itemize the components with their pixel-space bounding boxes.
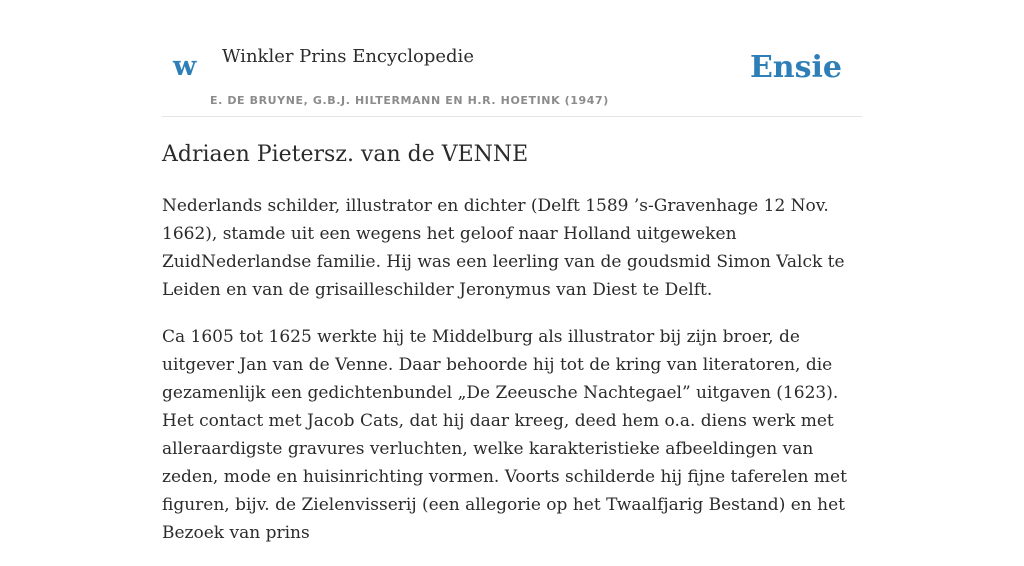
site-header [162,0,862,117]
ensie-brand-logo[interactable]: Ensie [749,50,842,85]
article-paragraph-2: Ca 1605 tot 1625 werkte hij te Middelburg als illustrator bij zijn broer, de uitgever Jan van de Venne. Daar behoorde hij tot de kring van literatoren, die gezamenlijk een gedichtenbundel „De Zeeusche Nachtegael” uitgaven (1623). Het contact met Jacob Cats, dat hij daar kreeg, deed hem o.a. diens werk met alleraardigste gravures verluchten, welke karakteristieke afbeeldingen van zeden, mode en huisinrichting vormen. Voorts schilderde hij fijne taferelen met figuren, bijv. de Zielenvisserij (een allegorie op het Twaalfjarig Bestand) en het Bezoek van prins [162,327,847,543]
encyclopedia-authors: E. DE BRUYNE, G.B.J. HILTERMANN EN H.R. HOETINK (1947) [210,94,609,107]
article-title: Adriaen Pietersz. van de VENNE [162,142,529,167]
article [162,138,862,566]
encyclopedia-title[interactable]: Winkler Prins Encyclopedie [222,46,474,67]
article-paragraph-1: Nederlands schilder, illustrator en dichter (Delft 1589 ’s-Gravenhage 12 Nov. 1662), stamde uit een wegens het geloof naar Holland uitgeweken ZuidNederlandse familie. Hij was een leerling van de goudsmid Simon Valck te Leiden en van de grisailleschilder Jeronymus van Diest te Delft. [162,196,845,300]
encyclopedia-logo-w[interactable]: w [173,51,197,82]
